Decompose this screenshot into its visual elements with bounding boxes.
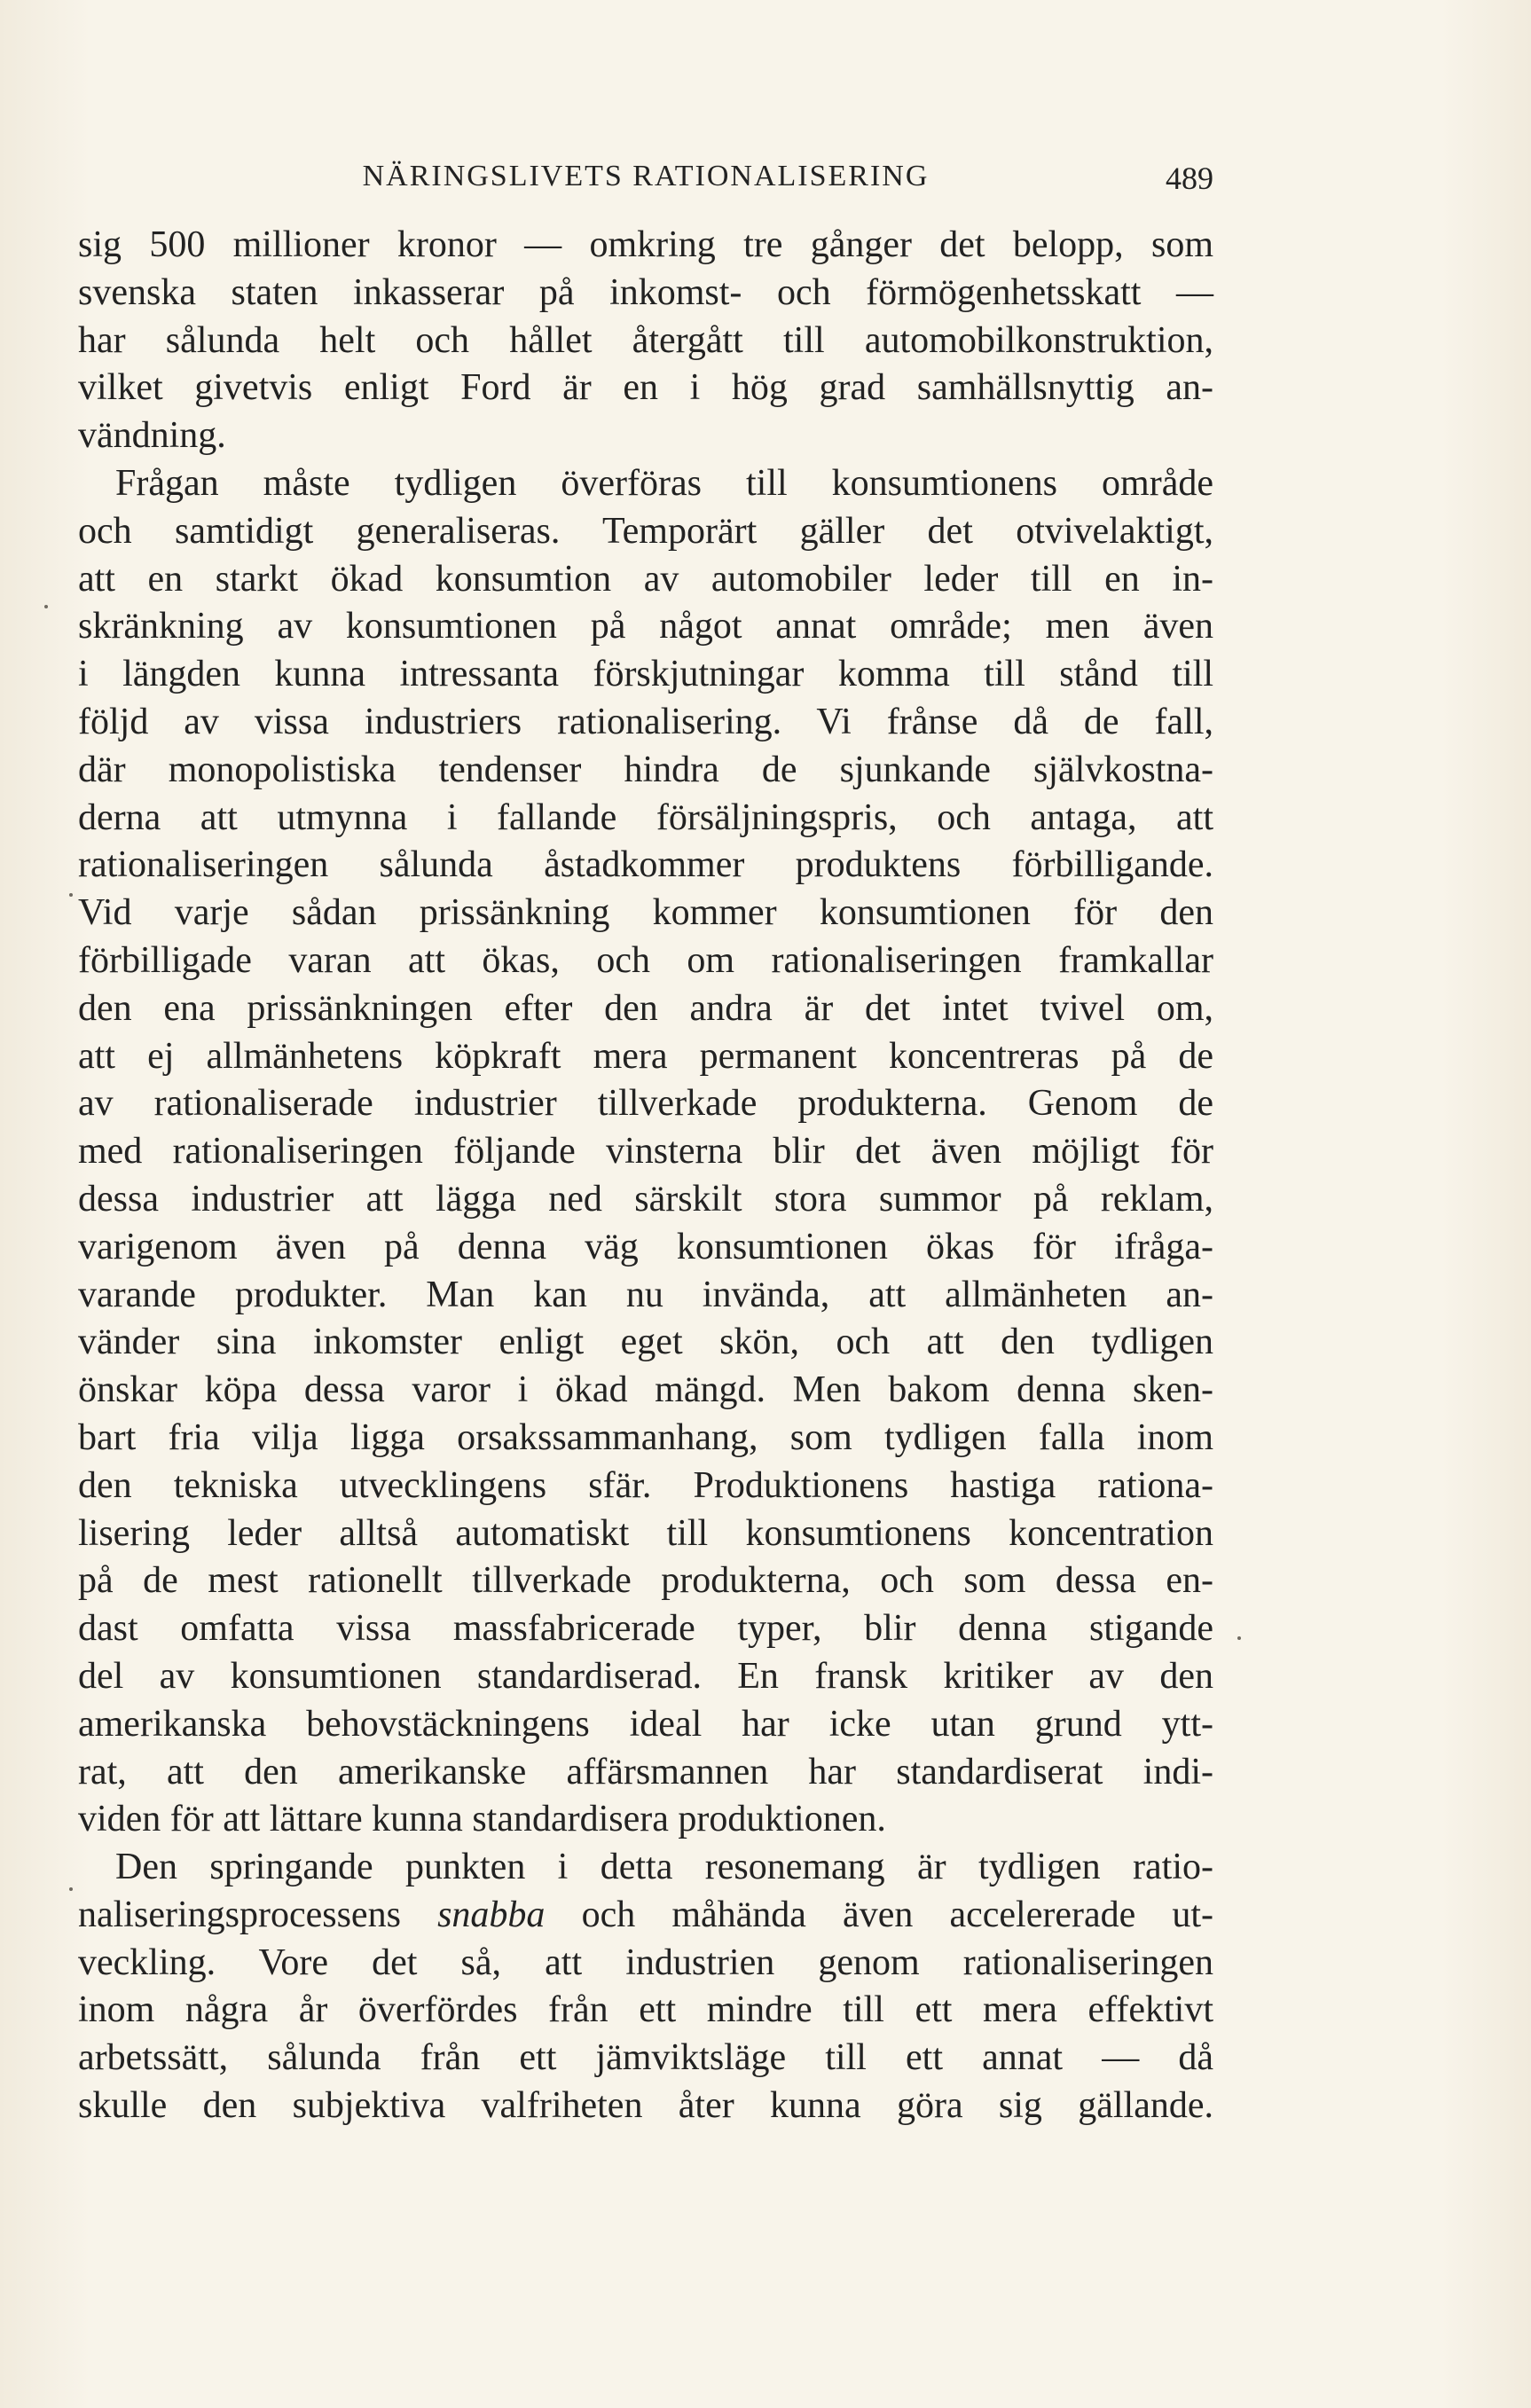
text-line: följd av vissa industriers rationalisering. Vi frånse då de fall, bbox=[78, 701, 1213, 742]
text-line: skulle den subjektiva valfriheten åter kunna göra sig gällande. bbox=[78, 2085, 1213, 2127]
text-line: vilket givetvis enligt Ford är en i hög grad samhällsnyttig an- bbox=[78, 367, 1213, 409]
text-line: har sålunda helt och hållet återgått till automobilkonstruktion, bbox=[78, 319, 1213, 361]
text-line: varigenom även på denna väg konsumtionen ökas för ifråga- bbox=[78, 1226, 1213, 1267]
text-line: vändning. bbox=[78, 415, 226, 457]
text-line bbox=[78, 1892, 1213, 1940]
text-line: att ej allmänhetens köpkraft mera permanent koncentreras på de bbox=[78, 1035, 1213, 1077]
text-line: i längden kunna intressanta förskjutningar komma till stånd till bbox=[78, 654, 1213, 695]
page-number: 489 bbox=[1166, 161, 1213, 196]
text-line: Vid varje sådan prissänkning kommer konsumtionen för den bbox=[78, 892, 1213, 934]
text-line: amerikanska behovstäckningens ideal har icke utan grund ytt- bbox=[78, 1703, 1213, 1745]
text-line: dessa industrier att lägga ned särskilt stora summor på reklam, bbox=[78, 1178, 1213, 1220]
body-text bbox=[78, 222, 1213, 2130]
text-line: skränkning av konsumtionen på något annat område; men även bbox=[78, 606, 1213, 647]
text-line: varande produkter. Man kan nu invända, att allmänheten an- bbox=[78, 1274, 1213, 1315]
text-line: veckling. Vore det så, att industrien genom rationaliseringen bbox=[78, 1941, 1213, 1983]
text-line: bart fria vilja ligga orsakssammanhang, som tydligen falla inom bbox=[78, 1416, 1213, 1458]
text-line: förbilligade varan att ökas, och om rationaliseringen framkallar bbox=[78, 939, 1213, 981]
text-line: sig 500 millioner kronor — omkring tre gånger det belopp, som bbox=[78, 224, 1213, 265]
text-line: rat, att den amerikanske affärsmannen har standardiserat indi- bbox=[78, 1751, 1213, 1792]
text-line: med rationaliseringen följande vinsterna blir det även möjligt för bbox=[78, 1131, 1213, 1173]
text-line: önskar köpa dessa varor i ökad mängd. Men bakom denna sken- bbox=[78, 1369, 1213, 1411]
text-line: där monopolistiska tendenser hindra de sjunkande självkostna- bbox=[78, 749, 1213, 790]
page-header bbox=[78, 160, 1213, 209]
running-title: NÄRINGSLIVETS RATIONALISERING bbox=[362, 160, 930, 192]
text-line: arbetssätt, sålunda från ett jämviktsläge till ett annat — då bbox=[78, 2037, 1213, 2079]
text-line: viden för att lättare kunna standardisera produktionen. bbox=[78, 1799, 886, 1840]
text-line: svenska staten inkasserar på inkomst- och förmögenhetsskatt — bbox=[78, 271, 1213, 313]
margin-speck bbox=[44, 605, 48, 608]
text-line: att en starkt ökad konsumtion av automobiler leder till en in- bbox=[78, 558, 1213, 600]
text-line: den ena prissänkningen efter den andra är det intet tvivel om, bbox=[78, 987, 1213, 1029]
text-line: Den springande punkten i detta resonemang är tydligen ratio- bbox=[115, 1847, 1213, 1888]
margin-speck bbox=[69, 893, 73, 897]
text-line: derna att utmynna i fallande försäljningspris, och antaga, att bbox=[78, 796, 1213, 838]
text-line: lisering leder alltså automatiskt till konsumtionens koncentration bbox=[78, 1512, 1213, 1554]
text-line: inom några år överfördes från ett mindre till ett mera effektivt bbox=[78, 1989, 1213, 2031]
text-line: av rationaliserade industrier tillverkade produkterna. Genom de bbox=[78, 1083, 1213, 1125]
text-line: och samtidigt generaliseras. Temporärt gäller det otvivelaktigt, bbox=[78, 510, 1213, 552]
text-line: på de mest rationellt tillverkade produkterna, och som dessa en- bbox=[78, 1560, 1213, 1602]
margin-speck bbox=[1237, 1636, 1241, 1640]
text-line: del av konsumtionen standardiserad. En fransk kritiker av den bbox=[78, 1655, 1213, 1697]
text-line: dast omfatta vissa massfabricerade typer, blir denna stigande bbox=[78, 1608, 1213, 1650]
text-line: den tekniska utvecklingens sfär. Produktionens hastiga rationa- bbox=[78, 1464, 1213, 1506]
margin-speck bbox=[69, 1887, 73, 1891]
text-segment: naliseringsprocessens bbox=[78, 1894, 401, 1935]
italic-word: snabba bbox=[437, 1894, 546, 1935]
text-line: rationaliseringen sålunda åstadkommer produktens förbilligande. bbox=[78, 844, 1213, 886]
text-segment: och måhända även accelererade ut- bbox=[581, 1894, 1214, 1935]
text-line: Frågan måste tydligen överföras till konsumtionens område bbox=[115, 462, 1213, 504]
text-line: vänder sina inkomster enligt eget skön, och att den tydligen bbox=[78, 1322, 1213, 1363]
